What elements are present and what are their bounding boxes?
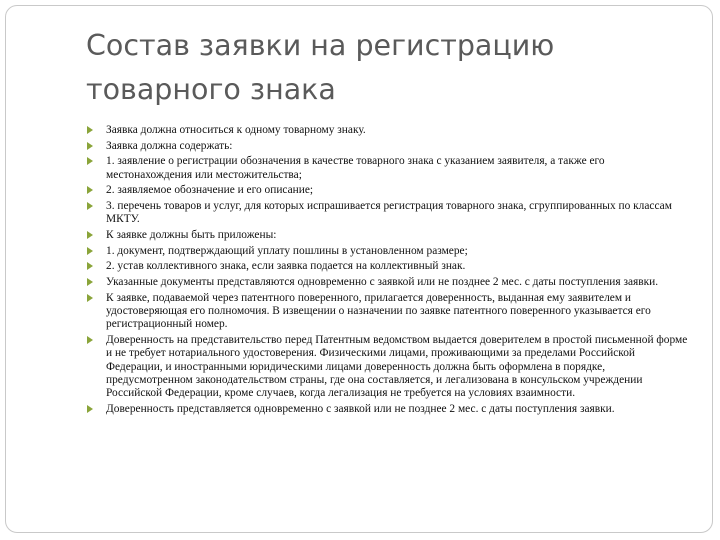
bullet-text: Заявка должна относиться к одному товарному знаку. [106,124,366,136]
list-item [106,229,688,242]
triangle-bullet-icon [87,405,93,413]
bullet-text: 2. заявляемое обозначение и его описание; [106,184,314,197]
bullet-text: 3. перечень товаров и услуг, для которых испрашивается регистрация товарного знака, сгруппированных по классам МКТУ. [106,200,672,226]
list-item [106,140,688,153]
list-item [106,155,688,182]
bullet-list [106,124,688,419]
triangle-bullet-icon [87,278,93,286]
triangle-bullet-icon [87,262,93,270]
list-item [106,200,688,227]
triangle-bullet-icon [87,142,93,150]
slide [5,5,713,533]
bullet-text: К заявке должны быть приложены: [106,229,277,242]
bullet-text: 1. заявление о регистрации обозначения в качестве товарного знака с указанием заявителя, а также его местонахождения или местожительства; [106,155,605,181]
triangle-bullet-icon [87,294,93,302]
list-item [106,245,688,258]
bullet-text: Доверенность на представительство перед Патентным ведомством выдается доверителем в простой письменной форме и не требует нотариального удостоверения. Физическими лицами, проживающими за пределами Российской Федерации, и иностранными юридическими лицами доверенность должна быть оформлена в порядке, предусмотренном законодательством страны, где она составляется, и легализована в консульском учреждении Российской Федерации, кроме случаев, когда легализация не требуется на условиях взаимности. [106,334,688,400]
bullet-text: 1. документ, подтверждающий уплату пошлины в установленном размере; [106,244,468,257]
list-item [106,260,688,273]
list-item [106,276,688,289]
triangle-bullet-icon [87,247,93,255]
bullet-text: 2. устав коллективного знака, если заявка подается на коллективный знак. [106,260,466,273]
list-item [106,403,688,416]
bullet-text: К заявке, подаваемой через патентного поверенного, прилагается доверенность, выданная ему заявителем и удостоверяющая его полномочия. В извещении о назначении по заявке патентного поверенного указывается его регистрационный номер. [106,291,651,331]
triangle-bullet-icon [87,231,93,239]
list-item [106,124,688,137]
triangle-bullet-icon [87,336,93,344]
triangle-bullet-icon [87,126,93,134]
list-item [106,334,688,400]
bullet-text: Заявка должна содержать: [106,139,233,152]
list-item [106,292,688,332]
bullet-text: Указанные документы представляются одновременно с заявкой или не позднее 2 мес. с даты поступления заявки. [106,276,659,289]
triangle-bullet-icon [87,202,93,210]
triangle-bullet-icon [87,186,93,194]
list-item [106,184,688,197]
triangle-bullet-icon [87,157,93,165]
bullet-text: Доверенность представляется одновременно с заявкой или не позднее 2 мес. с даты поступления заявки. [106,402,615,415]
slide-title: Состав заявки на регистрацию товарного знака [86,29,555,106]
